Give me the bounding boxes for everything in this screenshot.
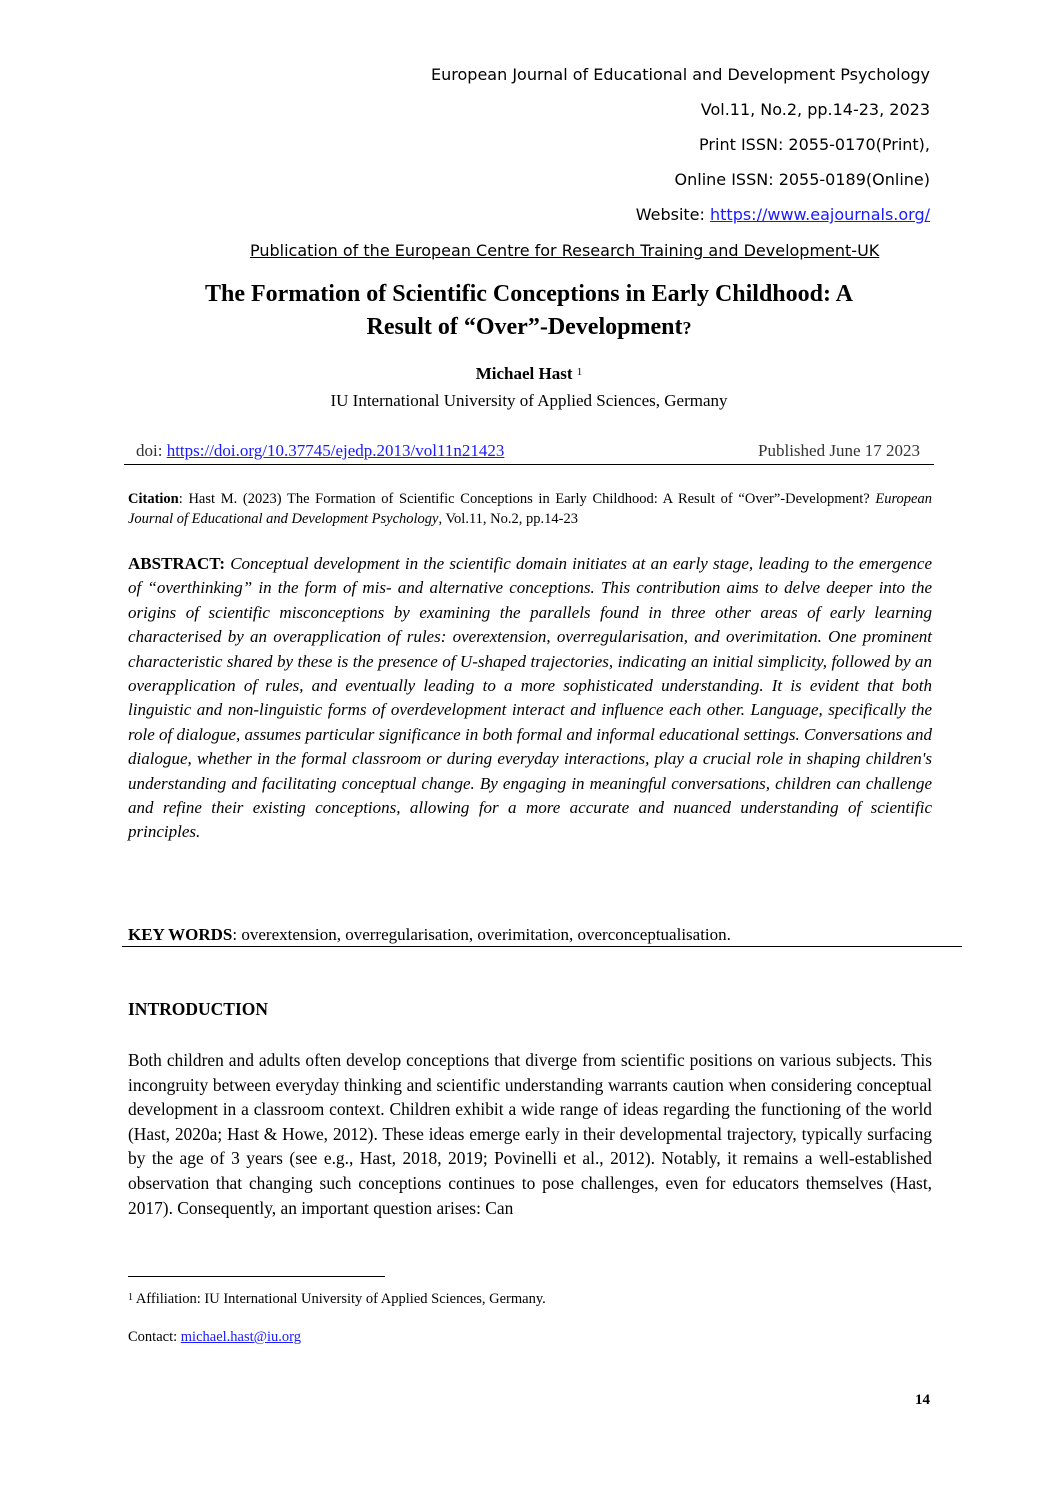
footnote <box>128 1289 546 1309</box>
title-line-2-text: Result of “Over”-Development <box>366 314 683 340</box>
website-link[interactable]: https://www.eajournals.org/ <box>710 205 930 224</box>
author-affiliation: IU International University of Applied Sciences, Germany <box>330 391 728 410</box>
keywords-label: KEY WORDS <box>128 925 233 944</box>
abstract-text: Conceptual development in the scientific domain initiates at an early stage, leading to the emergence of “overthinking” in the form of mis- and alternative conceptions. This contribution aims to delve deeper into the origins of scientific misconceptions by examining the parallels found in three other areas of early learning characterised by an overapplication of rules: overextension, overregularisation, and overimitation. One prominent characteristic shared by these is the presence of U-shaped trajectories, indicating an initial simplicity, followed by an overapplication of rules, and eventually leading to a more sophisticated understanding. It is evident that both linguistic and non-linguistic forms of overdevelopment interact and influence each other. Language, specifically the role of dialogue, assumes particular significance in both formal and informal educational settings. Conversations and dialogue, whether in the formal classroom or during everyday interactions, play a crucial role in shaping children's understanding and facilitating conceptual change. By engaging in meaningful conversations, children can challenge and refine their existing conceptions, allowing for a more accurate and nuanced understanding of scientific principles. <box>128 554 933 842</box>
keywords <box>122 924 962 947</box>
paper-title <box>100 278 958 345</box>
publisher-line: Publication of the European Centre for Research Training and Development-UK <box>250 241 880 260</box>
citation-label: Citation <box>128 491 179 507</box>
contact <box>128 1327 301 1347</box>
doi-label: doi: <box>136 441 167 460</box>
journal-name: European Journal of Educational and Development Psychology <box>431 65 930 84</box>
online-issn: Online ISSN: 2055-0189(Online) <box>674 170 930 189</box>
page-number: 14 <box>915 1392 930 1408</box>
section-heading-introduction: INTRODUCTION <box>128 999 269 1019</box>
print-issn: Print ISSN: 2055-0170(Print), <box>699 135 930 154</box>
footnote-marker: 1 <box>128 1292 133 1303</box>
citation-journal: European Journal of Educational and Development Psychology <box>128 491 932 527</box>
footnote-text: Affiliation: IU International University of Applied Sciences, Germany. <box>133 1291 546 1307</box>
title-line-2 <box>100 311 958 345</box>
citation-text: : Hast M. (2023) The Formation of Scientific Conceptions in Early Childhood: A Result of “Over”-Development? <box>178 491 876 507</box>
website-label: Website: <box>635 205 710 224</box>
published-date: Published June 17 2023 <box>758 441 920 460</box>
author-name-text: Michael Hast <box>475 364 577 383</box>
footnote-divider <box>128 1276 385 1277</box>
abstract-label: ABSTRACT: <box>128 554 225 573</box>
introduction-paragraph: Both children and adults often develop conceptions that diverge from scientific positions on various subjects. This incongruity between everyday thinking and scientific understanding warrants caution when considering conceptual development in a classroom context. Children exhibit a wide range of ideas regarding the functioning of the world (Hast, 2020a; Hast & Howe, 2012). These ideas emerge early in their developmental trajectory, typically surfacing by the age of 3 years (see e.g., Hast, 2018, 2019; Povinelli et al., 2012). Notably, it remains a well-established observation that changing such conceptions continues to pose challenges, even for educators themselves (Hast, 2017). Consequently, an important question arises: Can <box>128 1050 932 1218</box>
keywords-text: : overextension, overregularisation, overimitation, overconceptualisation. <box>232 925 731 944</box>
contact-email-link[interactable]: michael.hast@iu.org <box>180 1329 301 1345</box>
citation-tail: , Vol.11, No.2, pp.14-23 <box>438 511 578 527</box>
contact-label: Contact: <box>128 1329 181 1345</box>
title-question-mark: ? <box>682 318 692 338</box>
abstract <box>128 552 932 845</box>
journal-volume: Vol.11, No.2, pp.14-23, 2023 <box>700 100 930 119</box>
title-line-1: The Formation of Scientific Conceptions in Early Childhood: A <box>204 281 854 307</box>
citation <box>128 489 932 529</box>
doi-link[interactable]: https://doi.org/10.37745/ejedp.2013/vol11n21423 <box>166 441 505 460</box>
author-name <box>0 363 1058 385</box>
doi-row <box>124 440 934 465</box>
journal-website <box>636 205 930 225</box>
author-footnote-marker: 1 <box>576 366 583 378</box>
doi <box>136 440 504 462</box>
